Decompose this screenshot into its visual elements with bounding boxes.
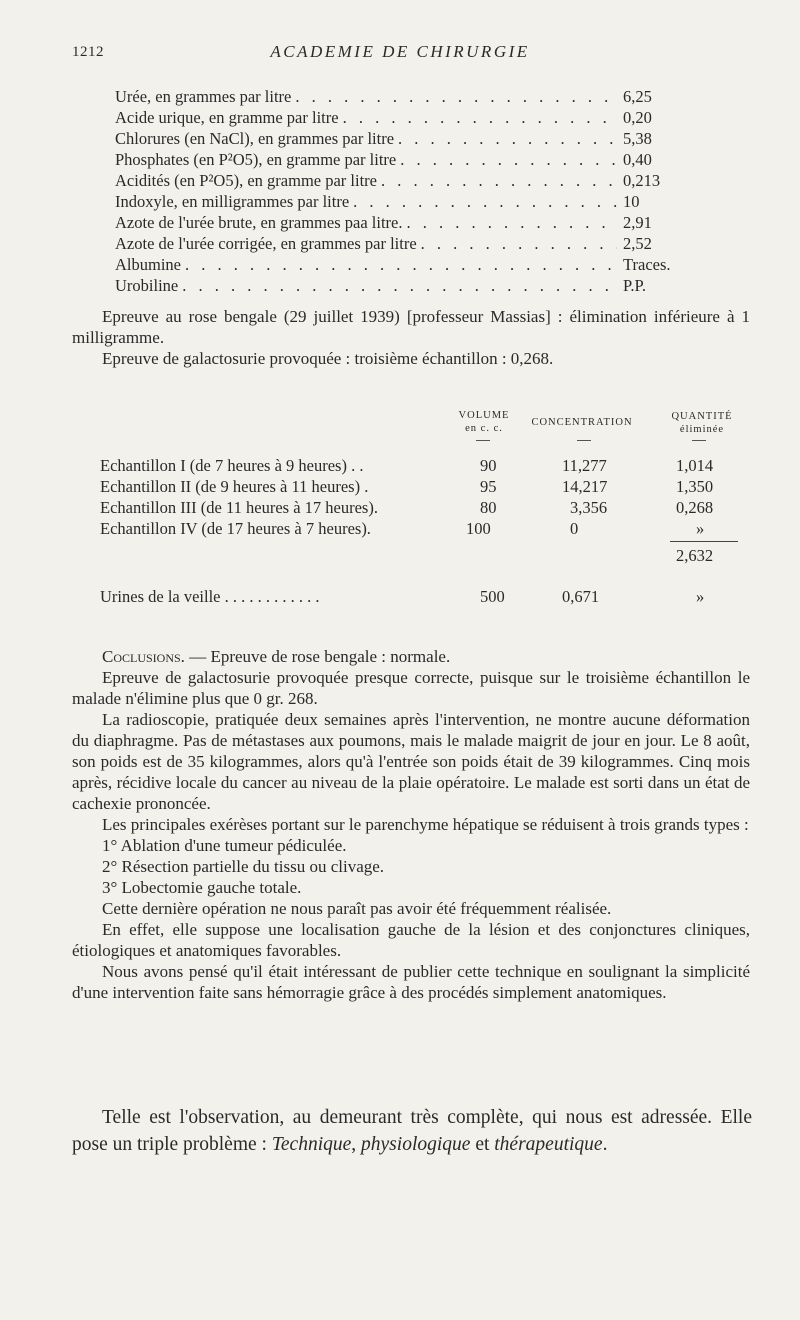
row-label: Echantillon III (de 11 heures à 17 heures). — [100, 498, 378, 517]
list-item: 2° Résection partielle du tissu ou clivage. — [102, 857, 385, 876]
lab-row — [115, 275, 705, 296]
lab-name: Urée, en grammes par litre — [115, 87, 292, 106]
lab-name: Acidités (en P²O5), en gramme par litre — [115, 171, 377, 190]
paragraph: Cette dernière opération ne nous paraît pas avoir été fréquemment réalisée. — [102, 899, 612, 918]
row-label: Echantillon IV (de 17 heures à 7 heures). — [100, 519, 371, 538]
paragraph: Epreuve de galactosurie provoquée presque correcte, puisque sur le troisième échantillon le malade n'élimine plus que 0 gr. 268. — [72, 668, 750, 708]
row-label: Urines de la veille . . . . . . . . . . . . — [100, 587, 320, 606]
paragraph: En effet, elle suppose une localisation gauche de la lésion et des conjonctures cliniques, étiologiques et anatomiques favorables. — [72, 920, 750, 960]
table-row — [100, 497, 740, 518]
conclusions-section — [72, 646, 750, 1003]
row-label: Echantillon II (de 9 heures à 11 heures) . — [100, 477, 369, 496]
galactosurie-paragraph: Epreuve de galactosurie provoquée : troisième échantillon : 0,268. — [102, 349, 554, 368]
header-dash — [476, 440, 490, 441]
table-row — [100, 518, 740, 539]
lab-name: Acide urique, en gramme par litre — [115, 108, 339, 127]
paragraph: Nous avons pensé qu'il était intéressant de publier cette technique en soulignant la simplicité d'une intervention faite sans hémorragie grâce à des procédés simplement anatomiques. — [72, 962, 750, 1002]
lab-name: Phosphates (en P²O5), en gramme par litre — [115, 150, 397, 169]
lab-row — [115, 107, 705, 128]
paragraph: La radioscopie, pratiquée deux semaines après l'intervention, ne montre aucune déformation du diaphragme. Pas de métastases aux poumons, mais le malade maigrit de jour en jour. Le 8 août, son poids est de 35 kilogrammes, alors qu'à l'entrée son poids était de 39 kilogrammes. Cinq mois après, récidive locale du cancer au niveau de la plaie opératoire. Le malade est sorti dans un état de cachexie prononcée. — [72, 710, 750, 813]
header-quantite: QUANTITÉ éliminée — [671, 411, 733, 435]
page-number: 1212 — [72, 44, 104, 60]
lab-row — [115, 86, 705, 107]
lab-value: 0,20 — [623, 108, 652, 127]
lab-row — [115, 128, 705, 149]
row-volume: 100 — [466, 519, 491, 538]
row-quantite: 1,014 — [676, 456, 714, 475]
row-quantite: 0,268 — [676, 498, 714, 517]
lab-value: 6,25 — [623, 87, 652, 106]
closing-paragraph: Telle est l'observation, au demeurant très complète, qui nous est adressée. Elle pose un triple problème : Technique, physiologique et thérapeutique. — [72, 1107, 752, 1155]
lab-name: Urobiline — [115, 276, 179, 295]
lab-value: 10 — [623, 192, 640, 211]
lab-value: 5,38 — [623, 129, 652, 148]
total-rule — [670, 541, 738, 542]
header-concentration: CONCENTRATION — [531, 417, 633, 428]
header-dash — [692, 440, 706, 441]
row-volume: 80 — [480, 498, 497, 517]
header-dash — [577, 440, 591, 441]
running-title: ACADEMIE DE CHIRURGIE — [270, 42, 530, 61]
row-volume: 500 — [480, 587, 505, 606]
lab-row — [115, 233, 705, 254]
row-concentration: 3,356 — [570, 498, 608, 517]
lab-value: Traces. — [623, 255, 671, 274]
rose-bengale-paragraph: Epreuve au rose bengale (29 juillet 1939) [professeur Massias] : élimination inférieure à 1 milligramme. — [72, 307, 750, 347]
list-item: 3° Lobectomie gauche totale. — [102, 878, 302, 897]
conclusions-label: Coclusions. — [102, 647, 185, 666]
table-row — [100, 455, 740, 476]
conclusions-lead: Coclusions. — Epreuve de rose bengale : normale. — [102, 647, 451, 666]
row-concentration: 14,217 — [562, 477, 608, 496]
row-quantite: 1,350 — [676, 477, 714, 496]
row-volume: 95 — [480, 477, 497, 496]
lab-name: Azote de l'urée brute, en grammes paa litre. — [115, 213, 403, 232]
lab-value: 0,40 — [623, 150, 652, 169]
lab-name: Chlorures (en NaCl), en grammes par litre — [115, 129, 395, 148]
lab-value: 0,213 — [623, 171, 661, 190]
lab-value: 2,91 — [623, 213, 652, 232]
lab-name: Albumine — [115, 255, 181, 274]
lab-row — [115, 170, 705, 191]
total-quantite: 2,632 — [676, 546, 714, 565]
page-header — [0, 40, 800, 70]
lab-results-list — [115, 86, 705, 296]
lab-row — [115, 191, 705, 212]
row-concentration: 11,277 — [562, 456, 607, 475]
lab-value: 2,52 — [623, 234, 652, 253]
lab-name: Azote de l'urée corrigée, en grammes par litre — [115, 234, 417, 253]
lab-name: Indoxyle, en milligrammes par litre — [115, 192, 350, 211]
header-volume: VOLUME en c. c. — [458, 410, 510, 434]
list-item: 1° Ablation d'une tumeur pédiculée. — [102, 836, 347, 855]
table-row — [100, 476, 740, 497]
table-total-row — [100, 545, 740, 566]
table-row-veille — [100, 586, 740, 607]
row-concentration: 0,671 — [562, 587, 600, 606]
row-label: Echantillon I (de 7 heures à 9 heures) . . — [100, 456, 364, 475]
lab-row — [115, 149, 705, 170]
paragraph: Les principales exérèses portant sur le parenchyme hépatique se réduisent à trois grands types : — [102, 815, 749, 834]
row-concentration: 0 — [570, 519, 579, 538]
lab-row — [115, 212, 705, 233]
row-quantite: » — [696, 519, 705, 538]
lab-value: P.P. — [623, 276, 646, 295]
row-volume: 90 — [480, 456, 497, 475]
lab-row — [115, 254, 705, 275]
row-quantite: » — [696, 587, 705, 606]
